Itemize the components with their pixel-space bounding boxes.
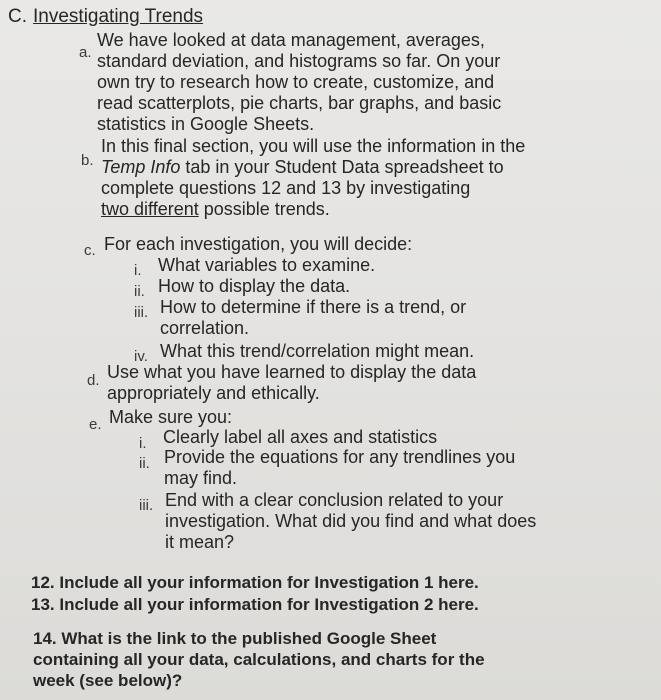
tab-name: Temp Info	[101, 157, 181, 177]
item-e-sub-ii-marker: ii.	[139, 455, 150, 472]
section-marker: C.	[8, 6, 27, 27]
item-c-sub-ii-text: How to display the data.	[158, 276, 351, 296]
item-b-line: In this final section, you will use the information in the	[101, 136, 526, 156]
item-a-text	[97, 30, 501, 135]
item-c-sub-iii-marker: iii.	[134, 304, 149, 321]
item-c-sub-iv-marker: iv.	[134, 348, 148, 365]
item-c-sub-i-marker: i.	[134, 262, 142, 279]
item-e-sub-iii-marker: iii.	[139, 497, 154, 514]
section-title: Investigating Trends	[33, 6, 204, 27]
question-12: 12. Include all your information for Investigation 1 here.	[31, 573, 479, 592]
item-c-text: For each investigation, you will decide:	[104, 234, 413, 254]
item-a-line: statistics in Google Sheets.	[97, 114, 315, 134]
item-e-sub-i-text: Clearly label all axes and statistics	[163, 427, 438, 447]
item-e-text: Make sure you:	[109, 407, 233, 427]
item-c-sub-i-text: What variables to examine.	[158, 255, 376, 275]
item-c-sub-ii-marker: ii.	[134, 283, 145, 300]
item-b-line: complete questions 12 and 13 by investigating	[101, 178, 471, 198]
item-b-marker: b.	[81, 152, 94, 169]
item-a-line: We have looked at data management, averages,	[97, 30, 485, 50]
item-d-text: Use what you have learned to display the data appropriately and ethically.	[107, 362, 477, 403]
item-d-marker: d.	[87, 372, 100, 389]
question-14: 14. What is the link to the published Google Sheet containing all your data, calculations, and charts for the week (see below)?	[33, 629, 485, 690]
item-a-marker: a.	[79, 44, 92, 61]
section-heading	[8, 6, 203, 28]
item-c-marker: c.	[84, 242, 96, 259]
item-c-sub-iv-text: What this trend/correlation might mean.	[160, 341, 475, 361]
question-13: 13. Include all your information for Investigation 2 here.	[31, 595, 479, 614]
underlined-phrase: two different	[101, 199, 199, 219]
item-b-line: Temp Info tab in your Student Data spreadsheet to	[101, 157, 504, 177]
item-e-sub-i-marker: i.	[139, 435, 147, 452]
item-a-line: standard deviation, and histograms so far. On your	[97, 51, 501, 71]
item-e-sub-ii-text: Provide the equations for any trendlines you may find.	[164, 447, 516, 488]
item-b-text	[101, 136, 525, 220]
item-a-line: read scatterplots, pie charts, bar graphs, and basic	[97, 93, 502, 113]
item-e-sub-iii-text: End with a clear conclusion related to your investigation. What did you find and what does it mean?	[165, 490, 537, 552]
item-a-line: own try to research how to create, customize, and	[97, 72, 495, 92]
item-c-sub-iii-text: How to determine if there is a trend, or correlation.	[160, 297, 467, 338]
item-e-marker: e.	[89, 416, 102, 433]
item-b-line: two different possible trends.	[101, 199, 330, 219]
